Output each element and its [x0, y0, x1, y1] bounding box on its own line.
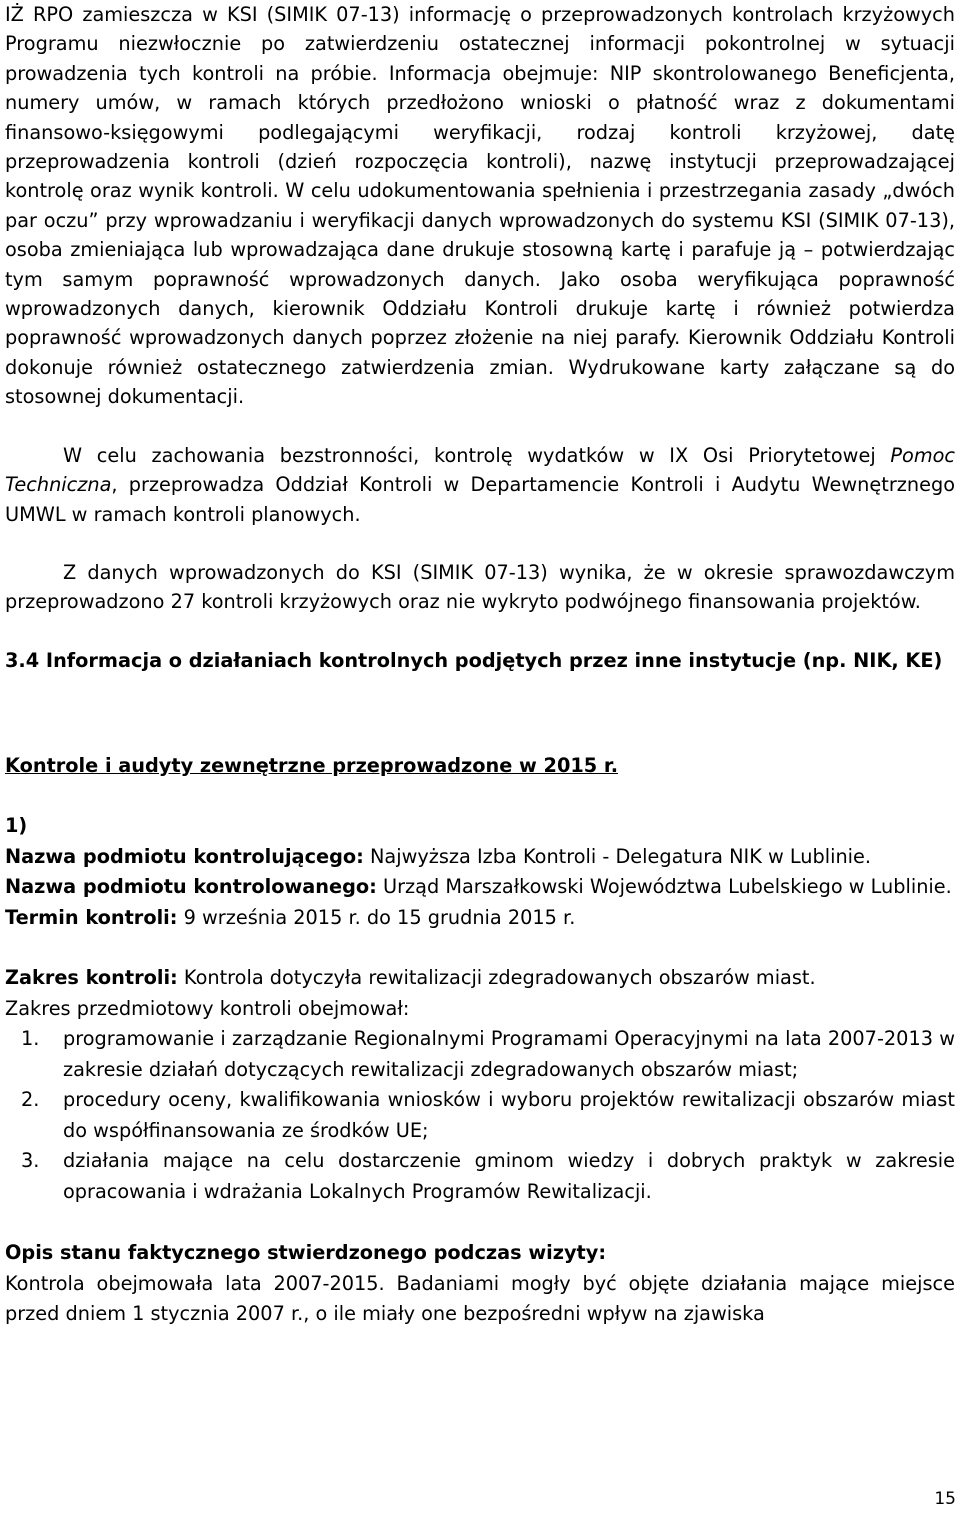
list-item [5, 1085, 955, 1146]
field-controlling-entity [5, 842, 955, 873]
list-item-text: działania mające na celu dostarczenie gminom wiedzy i dobrych praktyk w zakresie opracowania i wdrażania Lokalnych Programów Rewitalizacji. [63, 1149, 955, 1203]
field-scope [5, 963, 955, 994]
paragraph-impartiality [5, 441, 955, 529]
field-controlling-label: Nazwa podmiotu kontrolującego: [5, 844, 364, 868]
paragraph-cross-checks: Z danych wprowadzonych do KSI (SIMIK 07-13) wynika, że w okresie sprawozdawczym przeprowadzono 27 kontroli krzyżowych oraz nie wykryto podwójnego finansowania projektów. [5, 560, 955, 614]
paragraph-impartiality-part1: W celu zachowania bezstronności, kontrolę wydatków w IX Osi Priorytetowej [63, 443, 891, 467]
document-page [5, 0, 955, 1330]
item-number: 1) [5, 813, 28, 837]
paragraph-impartiality-part2: , przeprowadza Oddział Kontroli w Departamencie Kontroli i Audytu Wewnętrznego UMWL w ramach kontroli planowych. [5, 473, 955, 526]
field-term-value: 9 września 2015 r. do 15 grudnia 2015 r. [177, 905, 576, 929]
section-title: Informacja o działaniach kontrolnych podjętych przez inne instytucje (np. NIK, KE) [45, 648, 943, 672]
list-item-text: procedury oceny, kwalifikowania wniosków i wyboru projektów rewitalizacji obszarów miast do współfinansowania ze środków UE; [63, 1088, 955, 1142]
section-number: 3.4 [5, 648, 40, 672]
list-item-number: 3. [21, 1149, 40, 1173]
field-controlled-entity [5, 872, 955, 903]
page-number: 15 [934, 1489, 956, 1509]
scope-list [5, 1024, 955, 1207]
subsection-heading: Kontrole i audyty zewnętrzne przeprowadzone w 2015 r. [5, 754, 619, 778]
list-item [5, 1146, 955, 1207]
field-scope-value: Kontrola dotyczyła rewitalizacji zdegradowanych obszarów miast. [177, 966, 816, 990]
list-item [5, 1024, 955, 1085]
paragraph-ksi-info-part3: W celu udokumentowania spełnienia i przestrzegania zasady „dwóch par oczu” przy wprowadzaniu i weryfikacji danych wprowadzonych do systemu KSI (SIMIK 07-13), osoba zmieniająca lub wprowadzająca dane drukuje stosowną kartę i parafuje ją – potwierdzając tym samym poprawność wprowadzonych danych. Jako osoba weryfikująca poprawność wprowadzonych danych, kierownik Oddziału Kontroli drukuje kartę i również potwierdza poprawność wprowadzonych danych poprzez złożenie na niej parafy. Kierownik Oddziału Kontroli dokonuje również ostatecznego zatwierdzenia zmian. Wydrukowane karty załączane są do stosownej dokumentacji. [5, 179, 955, 409]
findings-text: Kontrola obejmowała lata 2007-2015. Badaniami mogły być objęte działania mające miejsce przed dniem 1 stycznia 2007 r., o ile miały one bezpośredni wpływ na zjawiska [5, 1271, 955, 1326]
findings-heading: Opis stanu faktycznego stwierdzonego podczas wizyty: [5, 1241, 607, 1265]
list-item-number: 2. [21, 1088, 40, 1112]
paragraph-ksi-info [5, 0, 955, 412]
list-item-number: 1. [21, 1027, 40, 1051]
field-scope-intro: Zakres przedmiotowy kontroli obejmował: [5, 996, 410, 1020]
field-term [5, 903, 955, 934]
field-controlled-value: Urząd Marszałkowski Województwa Lubelskiego w Lublinie. [376, 875, 952, 899]
field-term-label: Termin kontroli: [5, 905, 178, 929]
field-controlled-label: Nazwa podmiotu kontrolowanego: [5, 875, 377, 899]
paragraph-ksi-info-part1: IŻ RPO zamieszcza w KSI (SIMIK 07-13) informację o przeprowadzonych kontrolach krzyżowych Programu niezwłocznie po zatwierdzeniu ostatecznej informacji pokontrolnej w sytuacji prowadzenia tych kontroli na próbie. [5, 3, 955, 85]
paragraph-ksi-info-part2: Informacja obejmuje: NIP skontrolowanego Beneficjenta, numery umów, w ramach których przedłożono wnioski o płatność wraz z dokumentami finansowo-księgowymi podlegającymi weryfikacji, rodzaj kontroli krzyżowej, datę przeprowadzenia kontroli (dzień rozpoczęcia kontroli), nazwę instytucji przeprowadzającej kontrolę oraz wynik kontroli. [5, 61, 955, 203]
list-item-text: programowanie i zarządzanie Regionalnymi Programami Operacyjnymi na lata 2007-2013 w zakresie działań dotyczących rewitalizacji zdegradowanych obszarów miast; [63, 1027, 955, 1081]
section-heading [5, 646, 955, 675]
field-controlling-value: Najwyższa Izba Kontroli - Delegatura NIK w Lublinie. [363, 844, 872, 868]
field-scope-label: Zakres kontroli: [5, 966, 178, 990]
priority-axis-name: Pomoc Techniczna [5, 443, 955, 497]
